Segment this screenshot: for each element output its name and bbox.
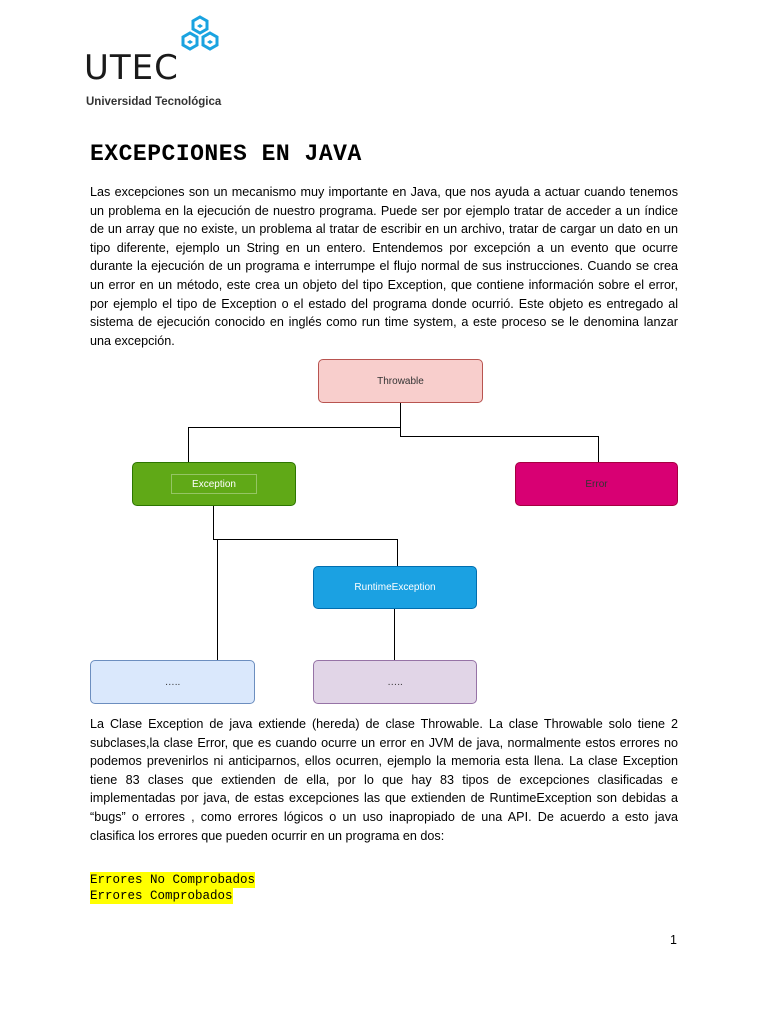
connector — [397, 539, 398, 566]
exception-node — [132, 462, 296, 506]
hierarchy-paragraph: La Clase Exception de java extiende (hereda) de clase Throwable. La clase Throwable solo tiene 2 subclases,la clase Error, que es cuando ocurre un error en JVM de java, normalmente estos errores no podemos prevenirlos ni anticiparnos, ellos ocurren, ejemplo la memoria esta llena. La clase Exception tiene 83 clases que extienden de ella, por lo que hay 83 tipos de excepciones clasificadas e implementadas por java, de estas excepciones las que extienden de RuntimeException son debidas a “bugs” o errores , como errores lógicos o un uso inapropiado de una API. De acuerdo a esto java clasifica los errores que pueden ocurrir en un programa en dos: — [90, 717, 678, 843]
connector — [598, 436, 599, 462]
connector — [188, 427, 189, 462]
list-item: Errores Comprobados — [90, 889, 233, 903]
connector — [394, 609, 395, 660]
exception-hierarchy-diagram — [0, 350, 768, 710]
connector — [213, 506, 214, 540]
error-types-list — [90, 872, 255, 904]
connector — [400, 403, 401, 436]
utec-logo — [84, 14, 224, 112]
connector — [188, 427, 400, 428]
connector — [217, 540, 218, 660]
throwable-node: Throwable — [318, 359, 483, 403]
error-node: Error — [515, 462, 678, 506]
intro-paragraph: Las excepciones son un mecanismo muy importante en Java, que nos ayuda a actuar cuando tenemos un problema en la ejecución de nuestro programa. Puede ser por ejemplo tratar de acceder a un índice de un array que no existe, un problema al tratar de escribir en un archivo, tratar de cargar un dato en un tipo diferente, ejemplo un String en un entero. Entendemos por excepción a un evento que ocurre durante la ejecución de un programa e interrumpe el flujo normal de sus instrucciones. Cuando se crea un error en un método, este crea un objeto del tipo Exception, que contiene información sobre el error, por ejemplo el tipo de Exception o el estado del programa donde ocurrió. Este objeto es entregado al sistema de ejecución conocido en inglés como run time system, a este proceso se le denomina lanzar una excepción. — [90, 185, 678, 348]
page-title: EXCEPCIONES EN JAVA — [90, 141, 362, 167]
connector — [213, 539, 397, 540]
exception-child-node: ….. — [90, 660, 255, 704]
runtime-exception-node: RuntimeException — [313, 566, 477, 609]
logo-subtitle: Universidad Tecnológica — [86, 96, 222, 108]
hexagon-cube-icon — [180, 14, 220, 54]
logo-wordmark: UTEC — [84, 48, 179, 88]
exception-label: Exception — [171, 474, 257, 494]
page-number: 1 — [670, 933, 677, 947]
list-item: Errores No Comprobados — [90, 873, 256, 887]
connector — [400, 436, 598, 437]
runtime-child-node: ….. — [313, 660, 477, 704]
